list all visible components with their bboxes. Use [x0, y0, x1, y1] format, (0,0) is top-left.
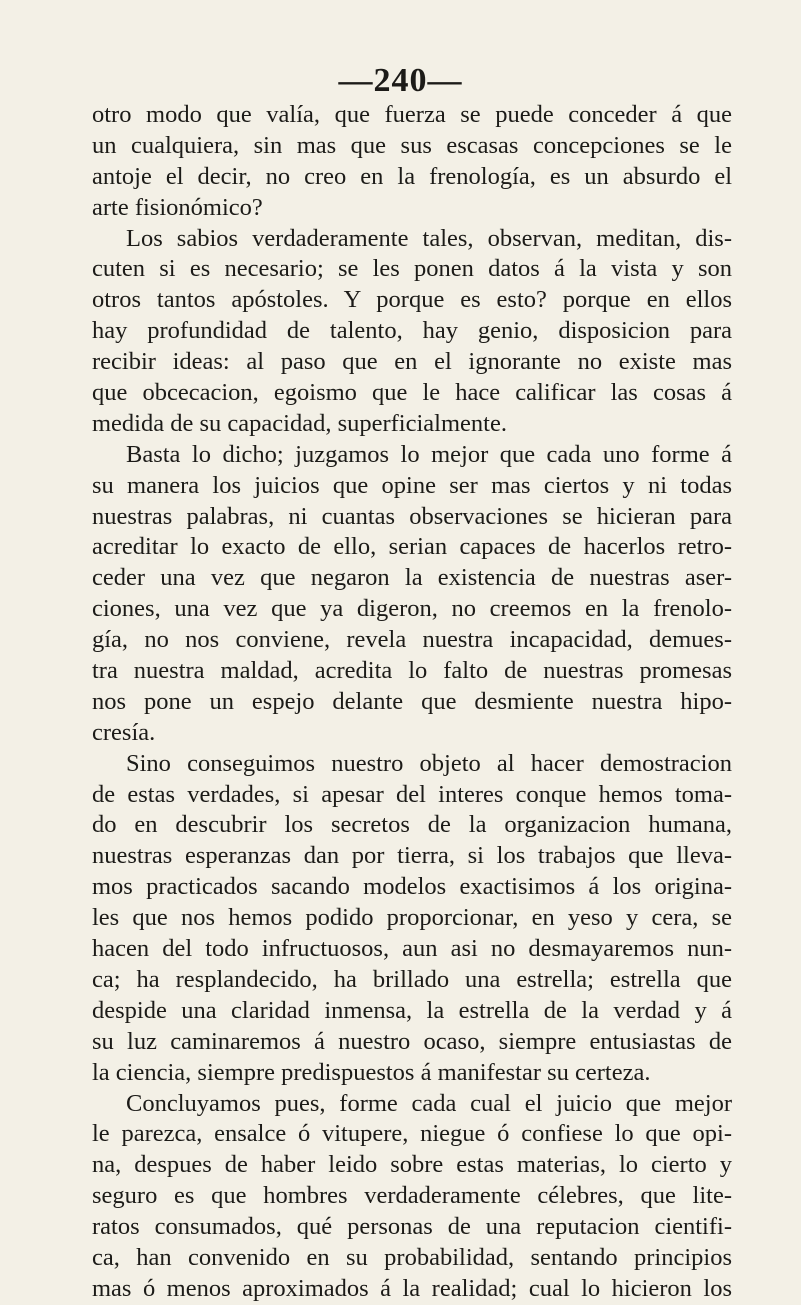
text-line: Basta lo dicho; juzgamos lo mejor que cada uno forme á [126, 440, 732, 468]
text-line: seguro es que hombres verdaderamente célebres, que lite- [92, 1182, 732, 1210]
text-line: recibir ideas: al paso que en el ignorante no existe mas [92, 348, 732, 376]
text-line: la ciencia, siempre predispuestos á manifestar su certeza. [92, 1058, 651, 1086]
text-line: hay profundidad de talento, hay genio, disposicion para [92, 317, 732, 345]
text-line: gía, no nos conviene, revela nuestra incapacidad, demues- [92, 626, 732, 654]
text-line: ciones, una vez que ya digeron, no creemos en la frenolo- [92, 595, 732, 623]
text-line: mas ó menos aproximados á la realidad; cual lo hicieron los [92, 1274, 732, 1302]
text-line: tra nuestra maldad, acredita lo falto de nuestras promesas [92, 657, 732, 685]
text-line: su manera los juicios que opine ser mas ciertos y ni todas [92, 471, 732, 499]
text-line: cuten si es necesario; se les ponen datos á la vista y son [92, 255, 732, 283]
text-line: su luz caminaremos á nuestro ocaso, siempre entusiastas de [92, 1027, 732, 1055]
text-line: hacen del todo infructuosos, aun asi no desmayaremos nun- [92, 935, 732, 963]
text-line: de estas verdades, si apesar del interes conque hemos toma- [92, 780, 732, 808]
text-line: nos pone un espejo delante que desmiente nuestra hipo- [92, 687, 732, 715]
text-line: mos practicados sacando modelos exactisimos á los origina- [92, 873, 732, 901]
text-line: Los sabios verdaderamente tales, observan, meditan, dis- [126, 224, 732, 252]
text-line: que obcecacion, egoismo que le hace calificar las cosas á [92, 379, 732, 407]
body-text [92, 100, 732, 1305]
text-line: ceder una vez que negaron la existencia de nuestras aser- [92, 564, 732, 592]
text-line: do en descubrir los secretos de la organizacion humana, [92, 811, 732, 839]
text-line: nuestras palabras, ni cuantas observaciones se hicieran para [92, 502, 732, 530]
text-line: na, despues de haber leido sobre estas materias, lo cierto y [92, 1151, 732, 1179]
text-line: ratos consumados, qué personas de una reputacion cientifi- [92, 1213, 732, 1241]
text-line: Sino conseguimos nuestro objeto al hacer demostracion [126, 749, 732, 777]
text-line: otro modo que valía, que fuerza se puede conceder á que [92, 101, 732, 128]
text-line: ca, han convenido en su probabilidad, sentando principios [92, 1243, 732, 1271]
text-line: le parezca, ensalce ó vitupere, niegue ó confiese lo que opi- [92, 1120, 732, 1148]
text-line: medida de su capacidad, superficialmente. [92, 409, 507, 437]
text-line: Concluyamos pues, forme cada cual el juicio que mejor [126, 1089, 732, 1117]
text-line: les que nos hemos podido proporcionar, en yeso y cera, se [92, 904, 732, 932]
text-line: nuestras esperanzas dan por tierra, si los trabajos que lleva- [92, 842, 732, 870]
text-line: un cualquiera, sin mas que sus escasas concepciones se le [92, 131, 732, 159]
page-number: —240— [338, 62, 463, 99]
text-line: antoje el decir, no creo en la frenología, es un absurdo el [92, 162, 732, 190]
text-line: cresía. [92, 718, 156, 746]
text-line: ca; ha resplandecido, ha brillado una estrella; estrella que [92, 965, 732, 993]
text-line: arte fisionómico? [92, 193, 263, 221]
text-line: acreditar lo exacto de ello, serian capaces de hacerlos retro- [92, 533, 732, 561]
text-line: despide una claridad inmensa, la estrella de la verdad y á [92, 996, 732, 1024]
text-line: otros tantos apóstoles. Y porque es esto? porque en ellos [92, 286, 732, 314]
